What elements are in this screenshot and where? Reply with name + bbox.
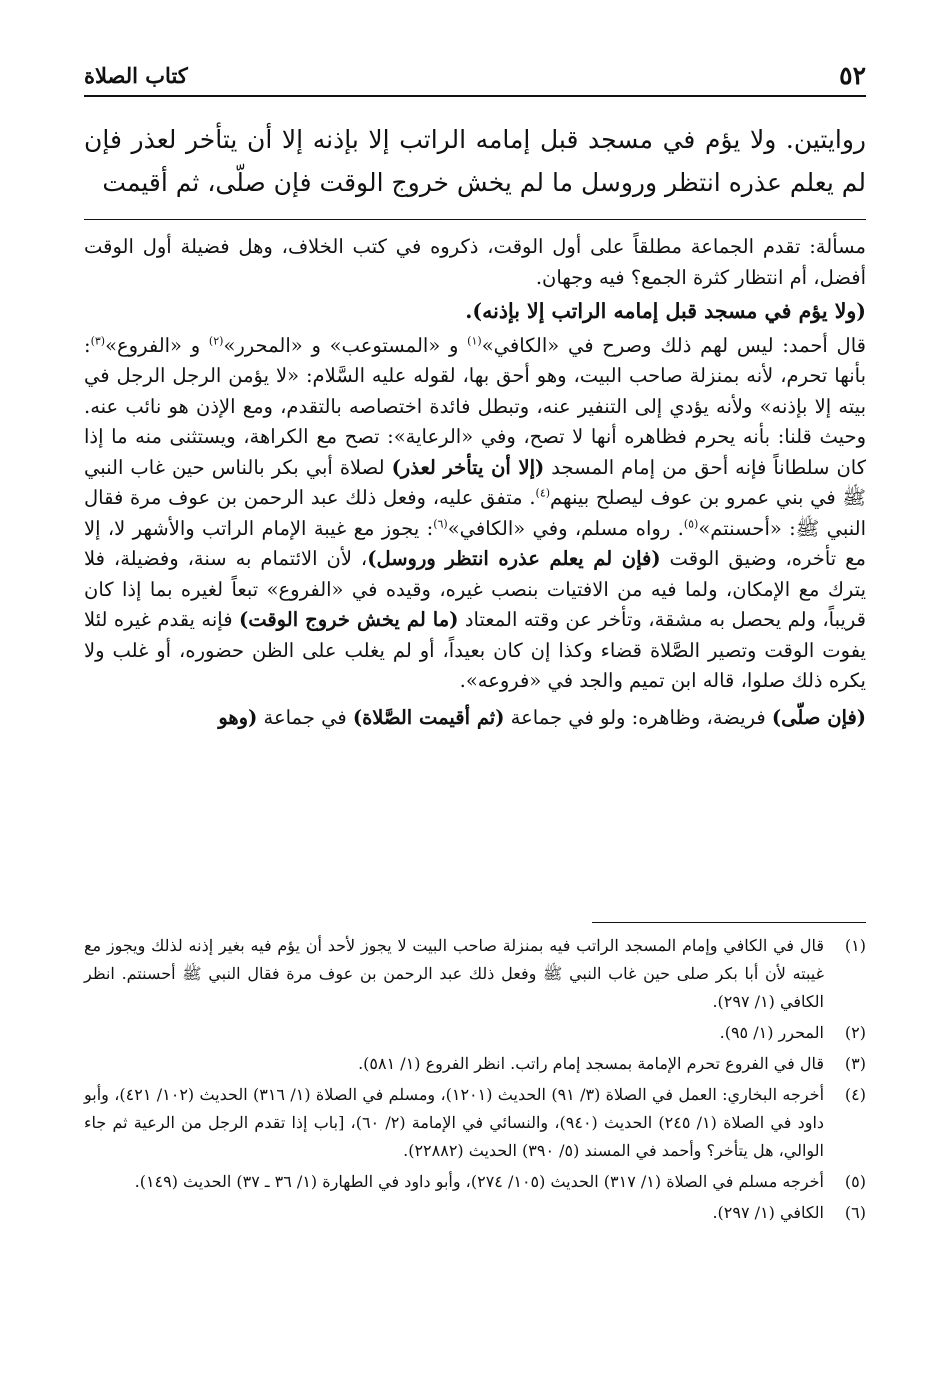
matn-quote: (فإن صلّى) <box>771 705 866 729</box>
footnote-number: (١) <box>844 936 866 955</box>
text-run: فريضة، وظاهره: ولو في جماعة <box>504 705 772 729</box>
footnote <box>84 1168 866 1196</box>
page-number: ٥٢ <box>839 61 866 90</box>
footnotes <box>84 932 866 1230</box>
matn-separator <box>84 219 866 220</box>
footnote-number: (٥) <box>844 1172 866 1191</box>
text-run: لصلاة أبي بكر بالناس حين غاب النبي ﷺ في بني عمرو بن عوف ليصلح بينهم <box>84 455 866 509</box>
running-title: كتاب الصلاة <box>84 63 188 88</box>
text-run: ، لأن الائتمام به سنة، وفضيلة، فلا يترك مع الإمكان، ولما فيه من الافتيات بنصب غيره، وقيده في «الفروع» تبعاً لغيره بما إذا كان قريباً، ولم يحصل به مشقة، وتأخر عن وقته المعتاد <box>84 547 866 631</box>
text-run: في جماعة <box>257 705 353 729</box>
matn-text <box>84 118 866 204</box>
footnote-ref: (٢) <box>208 334 224 347</box>
footnote-text: قال في الفروع تحرم الإمامة بمسجد إمام راتب. انظر الفروع (١/ ٥٨١). <box>358 1054 824 1073</box>
footnote-text: قال في الكافي وإمام المسجد الراتب فيه بمنزلة صاحب البيت لا يجوز لأحد أن يؤم فيه بغير إذنه لذلك ويجوز مع غيبته لأن أبا بكر صلى حين غاب النبي ﷺ وفعل ذلك عبد الرحمن بن عوف مرة فقال النبي ﷺ أحسنتم. انظر الكافي (١/ ٢٩٧). <box>84 936 824 1011</box>
commentary-paragraph: مسألة: تقدم الجماعة مطلقاً على أول الوقت، ذكروه في كتب الخلاف، وهل فضيلة أول الوقت أفضل، أم انتظار كثرة الجمع؟ فيه وجهان. <box>84 235 866 289</box>
footnote-number: (٣) <box>844 1054 866 1073</box>
footnote-ref: (٣) <box>90 334 106 347</box>
footnote <box>84 1199 866 1227</box>
footnote-text: المحرر (١/ ٩٥). <box>719 1023 824 1042</box>
commentary-text <box>84 232 866 733</box>
matn-quote: (وهو <box>218 705 258 729</box>
matn-quote: (ثم أقيمت الصَّلاة) <box>352 705 505 729</box>
text-run: قال أحمد: ليس لهم ذلك وصرح في «الكافي» <box>481 333 866 357</box>
commentary-paragraph <box>84 703 866 734</box>
text-run: فإنه يقدم غيره لئلا يفوت الوقت وتصير الصَّلاة قضاء وكذا إن كان بعيداً، أو لم يغلب على الظن حضوره، أو غلب ولا يكره ذلك صلوا، قاله ابن تميم والجد في «فروعه». <box>84 608 866 692</box>
page-header <box>84 58 866 94</box>
text-run: و «المستوعب» و «المحرر» <box>223 333 468 357</box>
footnote-text: أخرجه البخاري: العمل في الصلاة (٣/ ٩١) الحديث (١٢٠١)، ومسلم في الصلاة (١/ ٣١٦) الحديث (١٠٢/ ٤٢١)، وأبو داود في الصلاة (١/ ٢٤٥) الحديث (٩٤٠)، والنسائي في الإمامة (٢/ ٦٠)، [باب إذا تقدم الرجل من الرعية ثم جاء الوالي، هل يتأخر؟ وأحمد في المسند (٥/ ٣٩٠) الحديث (٢٢٨٨٢). <box>84 1085 825 1160</box>
matn-quote: (إلا أن يتأخر لعذر) <box>391 455 545 479</box>
text-run: و «الفروع» <box>105 333 209 357</box>
footnote-ref: (٦) <box>433 517 448 530</box>
footnote-ref: (٥) <box>683 517 699 530</box>
text-run: : بأنها تحرم، لأنه بمنزلة صاحب البيت، وهو أحق بها، لقوله عليه السَّلام: «لا يؤمن الرجل الرجل في بيته إلا بإذنه» ولأنه يؤدي إلى التنفير عنه، وتبطل فائدة اختصاصه بالتقدم، ومع الإذن هو نائب عنه. وحيث قلنا: بأنه يحرم فظاهره أنها لا تصح، وفي «الرعاية»: تصح مع الكراهة، ويستثنى منه ما إذا كان سلطاناً فإنه أحق من إمام المسجد <box>84 333 867 479</box>
footnote-number: (٢) <box>844 1023 866 1042</box>
footnote <box>84 1050 866 1078</box>
footnote <box>84 932 866 1016</box>
text-run: . رواه مسلم، وفي «الكافي» <box>447 516 684 540</box>
footnote <box>84 1081 866 1165</box>
footnote-text: الكافي (١/ ٢٩٧). <box>712 1203 824 1222</box>
footnote-number: (٤) <box>844 1085 866 1104</box>
text-run: : يجوز مع غيبة الإمام الراتب والأشهر لا، إلا مع تأخره، وضيق الوقت <box>84 516 866 570</box>
footnote <box>84 1019 866 1047</box>
header-rule <box>84 95 866 97</box>
text-run: . متفق عليه، وفعل ذلك عبد الرحمن بن عوف مرة فقال النبي ﷺ: «أحسنتم» <box>84 486 866 540</box>
matn-line: روايتين. ولا يؤم في مسجد قبل إمامه الراتب إلا بإذنه إلا أن يتأخر لعذر فإن <box>84 125 866 154</box>
lemma-heading: (ولا يؤم في مسجد قبل إمامه الراتب إلا بإذنه). <box>465 299 866 323</box>
footnote-ref: (٤) <box>535 486 551 500</box>
matn-line: لم يعلم عذره انتظر وروسل ما لم يخش خروج الوقت فإن صلّى، ثم أقيمت <box>102 168 866 197</box>
footnote-number: (٦) <box>844 1203 866 1222</box>
matn-quote: (فإن لم يعلم عذره انتظر وروسل) <box>367 547 661 570</box>
footnote-separator <box>592 922 866 923</box>
footnote-text: أخرجه مسلم في الصلاة (١/ ٣١٧) الحديث (١٠٥/ ٢٧٤)، وأبو داود في الطهارة (١/ ٣٦ ـ ٣٧) الحديث (١٤٩). <box>134 1172 824 1191</box>
commentary-paragraph <box>84 331 866 697</box>
footnote-ref: (١) <box>467 334 482 347</box>
matn-quote: (ما لم يخش خروج الوقت) <box>238 608 459 631</box>
